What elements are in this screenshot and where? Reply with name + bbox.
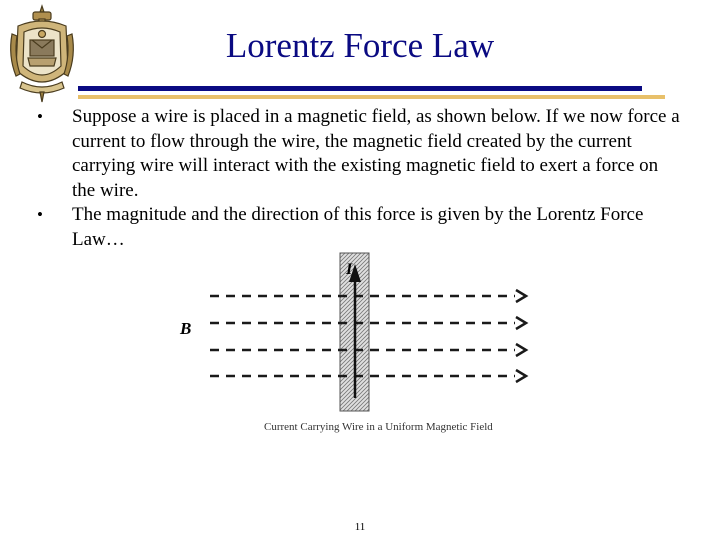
arrow-right-icon — [516, 317, 526, 329]
bullet-item — [30, 105, 680, 203]
page-number: 11 — [354, 521, 366, 533]
current-label: I — [346, 261, 353, 278]
arrow-right-icon — [516, 344, 526, 356]
title-rule-primary — [78, 86, 642, 91]
bullet-item — [30, 203, 680, 252]
slide-title: Lorentz Force Law — [225, 26, 495, 65]
academy-crest-logo — [6, 4, 78, 104]
arrow-right-icon — [516, 290, 526, 302]
title-rule-accent — [78, 95, 665, 99]
bullet-dot-icon: • — [37, 205, 43, 224]
field-label: B — [180, 319, 192, 338]
bullet-text: The magnitude and the direction of this force is given by the Lorentz Force Law… — [72, 204, 644, 250]
bullet-text: Suppose a wire is placed in a magnetic field, as shown below. If we now force a current to flow through the wire, the magnetic field created by the current carrying wire will interact with the existing magnetic field to exert a force on the wire. — [72, 106, 680, 201]
arrow-right-icon — [516, 370, 526, 382]
figure-caption: Current Carrying Wire in a Uniform Magnetic Field — [264, 421, 493, 433]
wire-field-diagram — [170, 248, 550, 438]
bullet-list — [30, 105, 680, 252]
bullet-dot-icon: • — [37, 107, 43, 126]
